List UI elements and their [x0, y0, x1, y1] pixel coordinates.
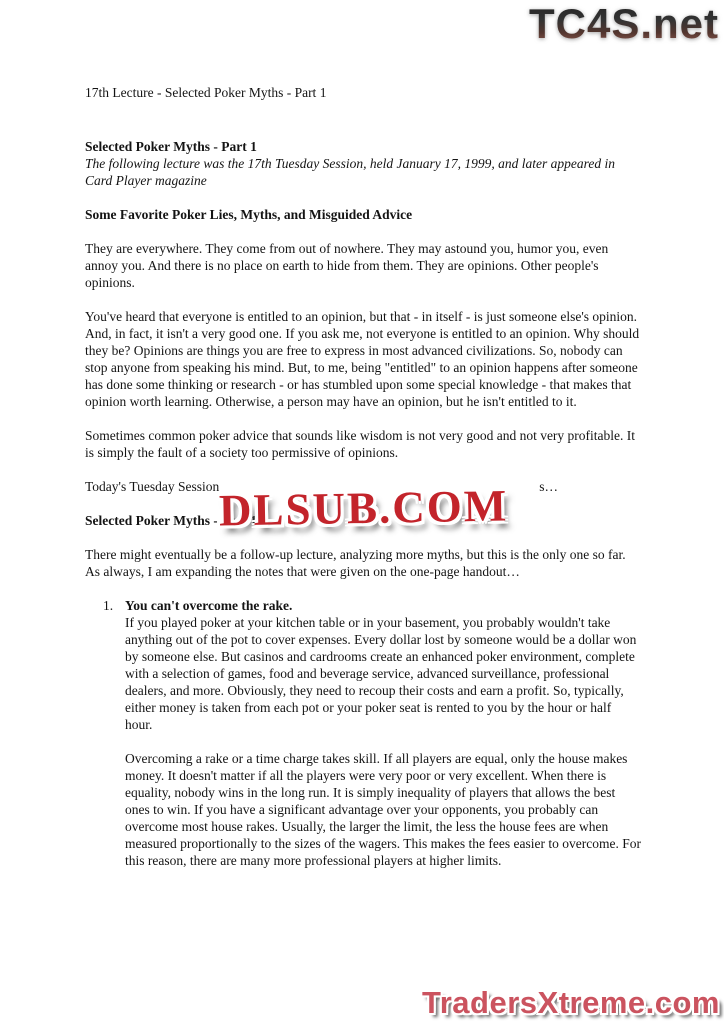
- list-item-1-paragraph-2: Overcoming a rake or a time charge takes skill. If all players are equal, only the house makes money. It doesn't matter if all the players were very poor or very excellent. When there is equality, nobody wins in the long run. It is simply inequality of players that allows the best ones to win. If you have a significant advantage over your opponents, you probably can overcome most house rakes. Usually, the larger the limit, the less the house fees are when measured proportionally to the sizes of the wagers. This makes the fees easier to overcome. For this reason, there are many more professional players at higher limits.: [125, 751, 641, 868]
- document-title: Selected Poker Myths - Part 1: [85, 139, 257, 154]
- document-subtitle: The following lecture was the 17th Tuesday Session, held January 17, 1999, and later appeared in Card Player magazine: [85, 156, 615, 188]
- obscured-line-prefix: Today's Tuesday Session: [85, 479, 220, 494]
- paragraph-1: They are everywhere. They come from out of nowhere. They may astound you, humor you, even annoy you. And there is no place on earth to hide from them. They are opinions. Other people's opinions.: [85, 241, 609, 290]
- list-item-1-number: 1.: [103, 598, 114, 613]
- list-item-1-body: [125, 597, 641, 869]
- list-item-1: [85, 597, 641, 869]
- dlsub-watermark: DLSUB.COM: [218, 480, 509, 536]
- obscured-line-suffix: s…: [539, 479, 559, 494]
- section-heading: Some Favorite Poker Lies, Myths, and Misguided Advice: [85, 207, 413, 222]
- document-header-line: 17th Lecture - Selected Poker Myths - Part 1: [85, 85, 327, 100]
- paragraph-3: Sometimes common poker advice that sounds like wisdom is not very good and not very profitable. It is simply the fault of a society too permissive of opinions.: [85, 428, 636, 460]
- list-item-1-paragraph-1: If you played poker at your kitchen table or in your basement, you probably wouldn't take anything out of the pot to cover expenses. Every dollar lost by someone would be a dollar won by someone else. But casinos and cardrooms create an enhanced poker environment, complete with a selection of games, food and beverage service, advanced surveillance, professional dealers, and more. Obviously, they need to recoup their costs and earn a profit. So, typically, either money is taken from each pot or your poker seat is rented to you by the hour or half hour.: [125, 615, 637, 732]
- paragraph-2: You've heard that everyone is entitled to an opinion, but that - in itself - is just someone else's opinion. And, in fact, it isn't a very good one. If you ask me, not everyone is entitled to an opinion. Why should they be? Opinions are things you are free to express in most advanced civilizations. So, nobody can stop anyone from speaking his mind. But, to me, being "entitled" to an opinion happens after someone has done some thinking or research - or has stumbled upon some special knowledge - that makes that opinion worth learning. Otherwise, a person may have an opinion, but he isn't entitled to it.: [85, 309, 640, 409]
- paragraph-4: There might eventually be a follow-up lecture, analyzing more myths, but this is the only one so far. As always, I am expanding the notes that were given on the one-page handout…: [85, 547, 626, 579]
- document-page: [85, 84, 641, 869]
- list-item-1-title: You can't overcome the rake.: [125, 598, 293, 613]
- subheading: Selected Poker Myths - Part 1: [85, 513, 257, 528]
- tc4s-logo: TC4S.net: [528, 0, 719, 47]
- tradersxtreme-logo: TradersXtreme.com: [422, 985, 720, 1020]
